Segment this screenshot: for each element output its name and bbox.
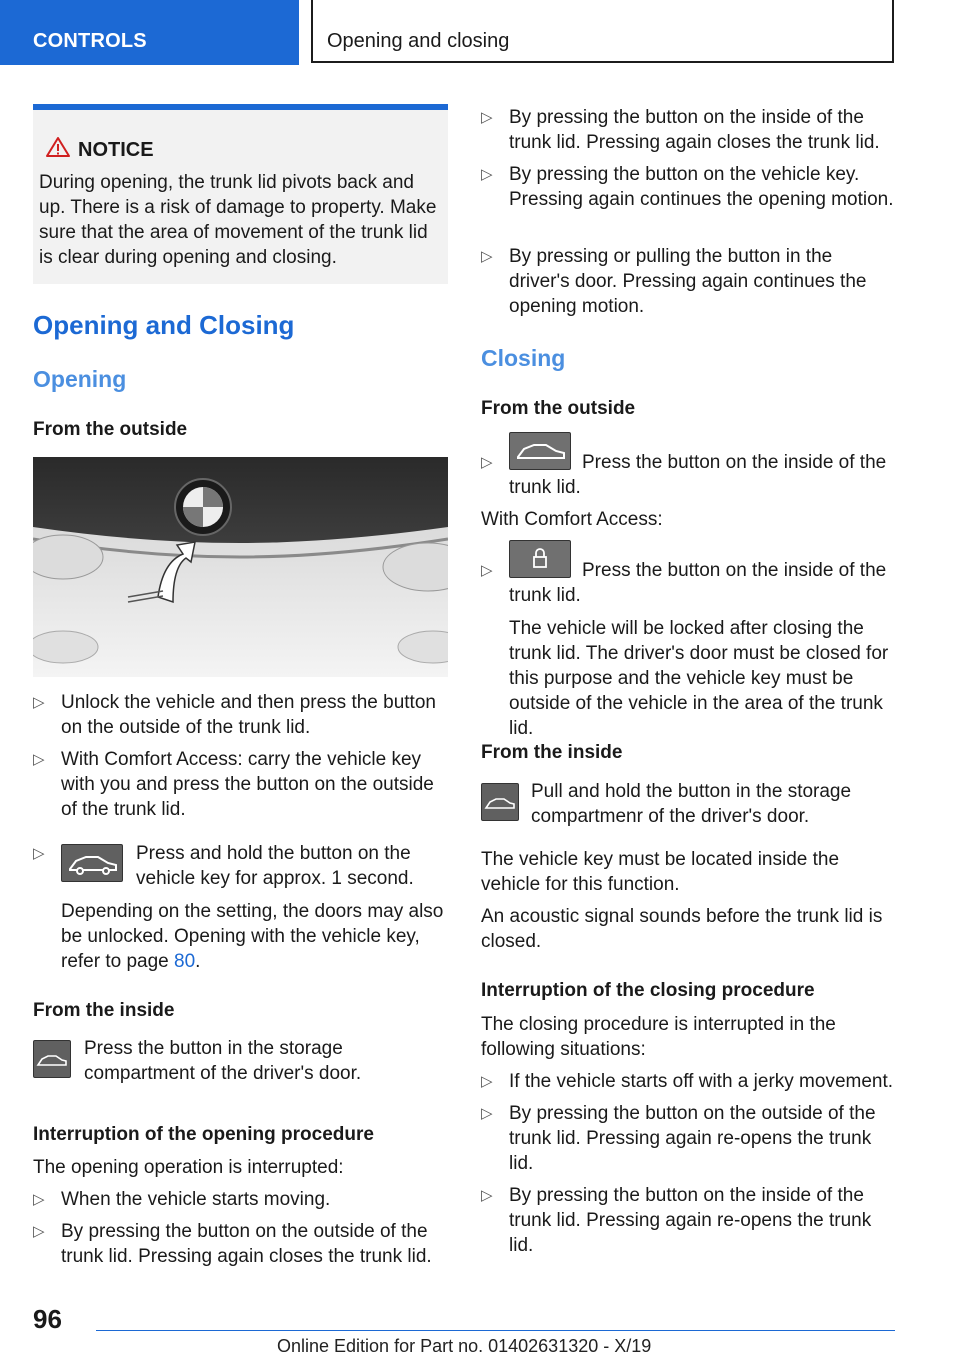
chapter-tab [311, 0, 894, 63]
bullet-triangle-icon: ▷ [33, 694, 45, 711]
closing-interruption-intro: The closing procedure is interrupted in the following situations: [481, 1014, 836, 1060]
opening-interruption-title: Interruption of the opening procedure [33, 1124, 374, 1145]
closing-interruption-title: Interruption of the closing procedure [481, 980, 815, 1001]
bullet-triangle-icon: ▷ [481, 166, 493, 183]
bullet-triangle-icon: ▷ [481, 1073, 493, 1090]
footer-edition: Online Edition for Part no. 01402631320 - X/19 [277, 1336, 652, 1356]
closing-outside-item1: Press the button on the inside of the trunk lid. [509, 452, 887, 498]
closing-inside-note1: The vehicle key must be located inside the vehicle for this function. [481, 849, 840, 895]
page-number: 96 [33, 1304, 62, 1334]
notice-box [33, 104, 448, 284]
bullet-triangle-icon: ▷ [33, 1191, 45, 1208]
section-title: Opening and Closing [33, 310, 295, 340]
section-label: CONTROLS [33, 30, 147, 52]
bullet-triangle-icon: ▷ [481, 109, 493, 126]
page-link[interactable]: 80 [174, 951, 196, 972]
closing-inside-note2: An acoustic signal sounds before the trunk lid is closed. [481, 906, 883, 952]
opening-title: Opening [33, 366, 127, 392]
bullet-triangle-icon: ▷ [33, 1223, 45, 1240]
opening-interruption-intro: The opening operation is interrupted: [33, 1157, 344, 1178]
section-tab [0, 0, 299, 65]
footer-divider [96, 1330, 895, 1331]
opening-outside-title: From the outside [33, 419, 188, 440]
trunk-button-photo [33, 457, 448, 677]
closing-title: Closing [481, 345, 566, 371]
notice-title: NOTICE [78, 139, 154, 161]
closing-outside-item2: Press the button on the inside of the trunk lid. [509, 560, 887, 606]
opening-inside-title: From the inside [33, 1000, 175, 1021]
bullet-triangle-icon: ▷ [481, 248, 493, 265]
opening-inside-text: Press the button in the storage compartment of the driver's door. [84, 1038, 362, 1084]
trunk-door-close-button-icon [481, 783, 519, 821]
trunk-key-button-icon [61, 844, 123, 882]
bullet-triangle-icon: ▷ [481, 1105, 493, 1122]
warning-triangle-icon [45, 136, 71, 158]
closing-outside-title: From the outside [481, 398, 636, 419]
comfort-access-label: With Comfort Access: [481, 509, 663, 530]
closing-inside-text: Pull and hold the button in the storage compartmenr of the driver's door. [531, 781, 852, 827]
closing-outside-note: The vehicle will be locked after closing the trunk lid. The driver's door must be closed for this purpose and the vehicle key must be outside of the vehicle in the area of the trunk lid. [509, 618, 889, 739]
closing-inside-title: From the inside [481, 742, 623, 763]
bullet-triangle-icon: ▷ [481, 1187, 493, 1204]
bullet-triangle-icon: ▷ [33, 751, 45, 768]
key-item-note: Depending on the setting, the doors may also be unlocked. Opening with the vehicle key, refer to page 80. [61, 901, 444, 972]
notice-body: During opening, the trunk lid pivots back and up. There is a risk of damage to property. Make sure that the area of movement of the trunk lid is clear during opening and closing. [39, 172, 437, 268]
key-item-text: Press and hold the button on the vehicle key for approx. 1 second. [136, 843, 414, 889]
trunk-door-button-icon [33, 1040, 71, 1078]
chapter-label: Opening and closing [327, 30, 510, 52]
